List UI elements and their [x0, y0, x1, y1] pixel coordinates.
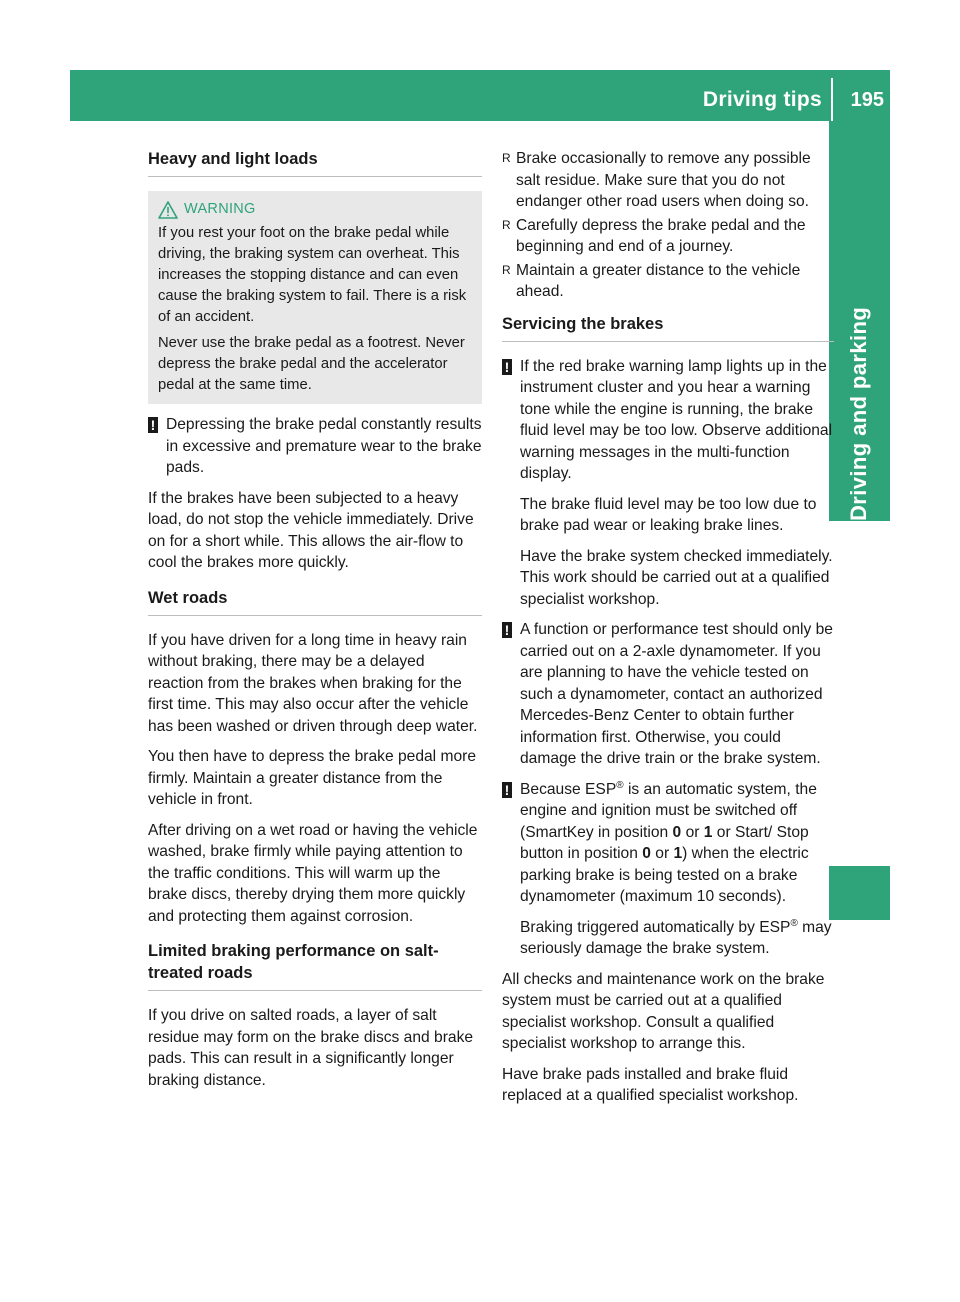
list-item	[502, 260, 834, 303]
registered-mark: ®	[790, 917, 798, 929]
warning-text: If you rest your foot on the brake pedal while driving, the braking system can overheat. This increases the stopping distance and can even cause the braking system to fail. There is a risk of an accident.	[158, 225, 467, 325]
position-value: 0	[642, 845, 651, 862]
exclamation-icon: !	[502, 622, 512, 638]
notice-text: Braking triggered automatically by ESP® may seriously damage the brake system.	[520, 917, 832, 957]
paragraph: After driving on a wet road or having the vehicle washed, brake firmly while paying attention to the traffic conditions. This will warm up the brake discs, thereby drying them more quickly and protecting them against corrosion.	[148, 821, 478, 925]
header-divider	[831, 78, 833, 121]
warning-header	[156, 199, 474, 220]
notice-text: Because ESP® is an automatic system, the engine and ignition must be switched off (SmartKey in position 0 or 1 or Start/ Stop button in position 0 or 1) when the electric parking brake is being tested on a brake dynamometer (maximum 10 seconds).	[520, 779, 817, 905]
right-column	[502, 148, 834, 1116]
list-item-text: Carefully depress the brake pedal and the beginning and end of a journey.	[516, 216, 806, 255]
page-header-bar	[70, 70, 890, 121]
notice-block	[148, 414, 482, 479]
notice-block	[502, 619, 834, 770]
registered-mark: ®	[616, 779, 624, 791]
notice-text: A function or performance test should only be carried out on a 2-axle dynamometer. If you are planning to have the vehicle tested on such a dynamometer, contact an authorized Mercedes-Benz Center to obtain further information first. Otherwise, you could damage the drive train or the brake system.	[520, 621, 833, 767]
exclamation-icon: !	[502, 359, 512, 375]
warning-text: Never use the brake pedal as a footrest. Never depress the brake pedal and the accelerator pedal at the same time.	[158, 335, 465, 393]
heading-salt-treated-roads: Limited braking performance on salt-treated roads	[148, 940, 482, 991]
page-number: 195	[850, 89, 884, 111]
bullet-icon: R	[502, 217, 511, 232]
notice-text: Have the brake system checked immediately. This work should be carried out at a qualified specialist workshop.	[520, 547, 833, 608]
heading-heavy-light-loads: Heavy and light loads	[148, 148, 482, 177]
list-item-text: Maintain a greater distance to the vehicle ahead.	[516, 261, 801, 300]
paragraph: If you drive on salted roads, a layer of salt residue may form on the brake discs and brake pads. This can result in a significantly longer braking distance.	[148, 1007, 474, 1089]
heading-servicing-brakes: Servicing the brakes	[502, 313, 834, 342]
heading-wet-roads: Wet roads	[148, 587, 482, 616]
warning-triangle-icon	[158, 201, 178, 219]
warning-label: WARNING	[184, 201, 256, 217]
paragraph: You then have to depress the brake pedal more firmly. Maintain a greater distance from the vehicle in front.	[148, 748, 476, 808]
paragraph: If you have driven for a long time in heavy rain without braking, there may be a delayed reaction from the brakes when braking for the first time. This may also occur after the vehicle has been washed or driven through deep water.	[148, 631, 478, 735]
warning-box	[148, 191, 482, 404]
notice-block	[502, 779, 834, 960]
paragraph: Have brake pads installed and brake fluid replaced at a qualified specialist workshop.	[502, 1065, 799, 1104]
list-item	[502, 215, 834, 258]
left-column	[148, 148, 482, 1100]
chapter-tab-label: Driving and parking	[846, 306, 871, 521]
notice-block	[502, 356, 834, 611]
notice-text: If the red brake warning lamp lights up in the instrument cluster and you hear a warning tone while the engine is running, the brake fluid level may be too low. Observe additional warning messages in the multi-function display.	[520, 357, 833, 482]
bullet-icon: R	[502, 151, 511, 165]
paragraph: All checks and maintenance work on the brake system must be carried out at a qualified specialist workshop. Consult a qualified specialist workshop to arrange this.	[502, 970, 825, 1052]
notice-text: Depressing the brake pedal constantly results in excessive and premature wear to the brake pads.	[166, 416, 482, 476]
position-value: 0	[672, 823, 682, 841]
position-value: 1	[673, 845, 683, 862]
bullet-icon: R	[502, 262, 511, 277]
notice-text: The brake fluid level may be too low due to brake pad wear or leaking brake lines.	[520, 495, 817, 534]
exclamation-icon: !	[148, 417, 158, 433]
exclamation-icon: !	[502, 782, 512, 798]
section-title: Driving tips	[702, 88, 822, 111]
paragraph: If the brakes have been subjected to a heavy load, do not stop the vehicle immediately. Drive on for a short while. This allows the air-flow to cool the brakes more quickly.	[148, 489, 474, 571]
position-value: 1	[703, 823, 713, 841]
chapter-tab-marker	[829, 866, 890, 920]
list-item-text: Brake occasionally to remove any possible salt residue. Make sure that you do not endanger other road users when doing so.	[516, 150, 811, 210]
list-item	[502, 148, 834, 213]
